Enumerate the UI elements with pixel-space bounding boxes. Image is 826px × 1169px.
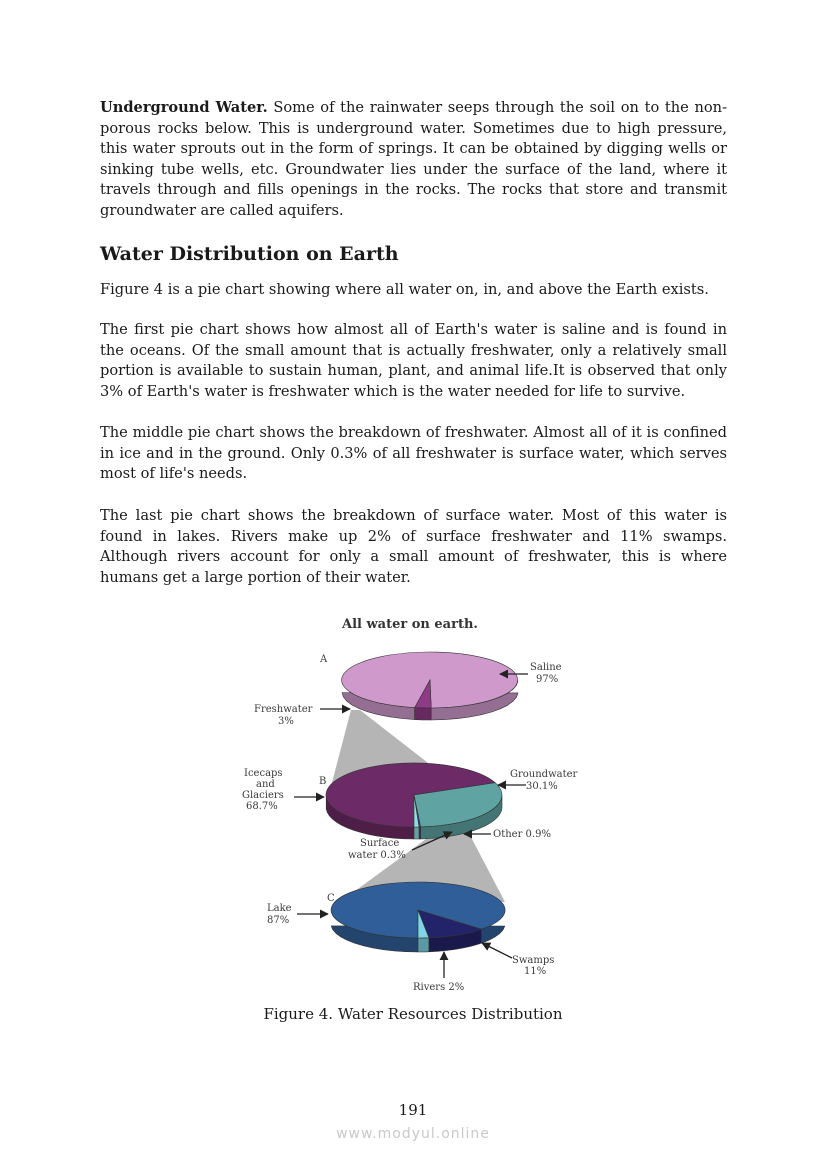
page-number: 191 [398,1101,428,1119]
freshwater-percent: 3% [278,716,294,727]
swamps-label: Swamps [512,955,555,966]
pie-a-side-freshwater [415,708,432,720]
saline-label: Saline [530,662,562,673]
icecaps-label-3: Glaciers [242,790,284,801]
first-chart-text: The first pie chart shows how almost all of Earth's water is saline and is found in the oceans. Of the small amount that is actually freshwater, only a relatively small portion is available to sustain human, plant, and animal life.It is observed that only 3% of Earth's water is freshwater which is the water needed for life to survive. [100,321,727,400]
other-label: Other 0.9% [493,829,551,840]
icecaps-label-1: Icecaps [244,768,283,779]
intro-paragraph [100,280,727,301]
underground-water-lead: Underground Water. [100,99,268,116]
icecaps-percent: 68.7% [246,801,278,812]
pie-b-side-other [414,827,419,839]
pie-chart-c [331,882,505,952]
underground-water-text: Some of the rainwater seeps through the soil on to the non-porous rocks below. This is underground water. Sometimes due to high pressure, this water sprouts out in the form of springs. It can be obtained by digging wells or sinking tube wells, etc. Groundwater lies under the surface of the land, where it travels through and fills openings in the rocks. The rocks that store and transmit groundwater are called aquifers. [100,99,727,219]
last-chart-paragraph [100,506,727,588]
first-chart-paragraph [100,320,727,402]
surface-water-label-2: water 0.3% [348,850,406,861]
intro-text: Figure 4 is a pie chart showing where all water on, in, and above the Earth exists. [100,281,709,298]
pie-c-side-rivers [418,938,429,952]
watermark: www.modyul.online [336,1126,490,1142]
last-chart-text: The last pie chart shows the breakdown of surface water. Most of this water is found in lakes. Rivers make up 2% of surface freshwater and 11% swamps. Although rivers account for only a small amount of freshwater, this is where humans get a large portion of their water. [100,507,727,586]
middle-chart-paragraph [100,423,727,485]
lake-label: Lake [267,903,292,914]
groundwater-percent: 30.1% [526,781,558,792]
chart-a-title: All water on earth. [342,617,478,632]
saline-percent: 97% [536,674,559,685]
pie-a-letter: A [320,654,328,665]
swamps-arrow [482,943,512,958]
pie-chart-a [342,652,518,720]
underground-water-paragraph [100,98,727,222]
lake-percent: 87% [267,915,290,926]
surface-water-label-1: Surface [360,838,400,849]
figure-caption: Figure 4. Water Resources Distribution [263,1005,563,1023]
section-heading: Water Distribution on Earth [100,243,399,265]
icecaps-label-2: and [256,779,275,790]
pie-chart-b [326,763,502,839]
freshwater-label: Freshwater [254,704,313,715]
swamps-percent: 11% [524,966,547,977]
middle-chart-text: The middle pie chart shows the breakdown of freshwater. Almost all of it is confined in ice and in the ground. Only 0.3% of all freshwater is surface water, which serves most of life's needs. [100,424,727,483]
groundwater-label: Groundwater [510,769,578,780]
pie-b-letter: B [319,776,327,787]
rivers-label: Rivers 2% [413,982,465,993]
water-distribution-figure [220,610,610,1000]
pie-c-letter: C [327,893,335,904]
